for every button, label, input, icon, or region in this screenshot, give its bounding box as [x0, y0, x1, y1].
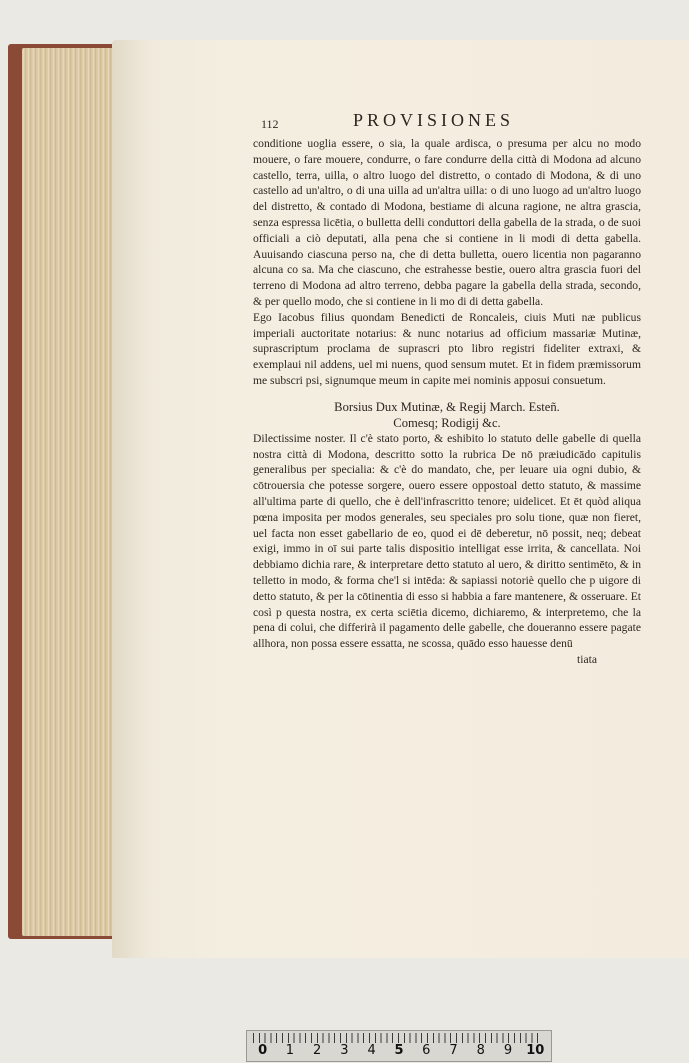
- ruler-label: 6: [422, 1043, 431, 1058]
- running-title: PROVISIONES: [353, 110, 515, 130]
- heading-line-1: Borsius Dux Mutinæ, & Regij March. Esteñ.: [334, 399, 560, 414]
- paragraph-notary: Ego Iacobus filius quondam Benedicti de Roncaleis, ciuis Muti næ publicus imperiali auctoritate notarius: & nunc notarius ad officium massariæ Mutinæ, suprascriptum proclama de suprascri pto libro registri fideliter extraxi, & exemplaui nil addens, uel mi nuens, quod sensum mutet. Et in fidem præmissorum me subscri psi, signumque meum in capite mei nominis apposui consuetum.: [253, 310, 641, 387]
- ruler-labels: [249, 1043, 549, 1059]
- ruler-label: 3: [340, 1043, 349, 1058]
- paragraph-proclamation: conditione uoglia essere, o sia, la quale ardisca, o presuma per alcu no modo mouere, o fare mouere, condurre, o fare condurre della città di Modona ad alcuno castello, terra, uilla, o altro luogo del distretto, o contado di Modona, & di uno castello ad un'altro, o di una uilla ad un'altra uilla: o di uno luogo ad un'altro luogo del distretto, & contado di Modona, bestiame di alcuna ragione, ne altra grascia, senza espressa licētia, o bulletta delli conduttori della gabella de la strada, o de suoi officiali a ciò deputati, alla pena che si contiene in li modi di detta gabella. Auuisando ciascuna perso na, che di detta bulletta, ouero licentia non pagaranno alcuna co sa. Ma che ciascuno, che estrahesse bestie, ouero altra grascia fuori del terreno di Modona ad altro terreno, debba pagare la gabella della strada, secondo, & per quello modo, che si contiene in li mo di di detta gabella.: [253, 137, 641, 308]
- text-block: [253, 136, 641, 668]
- page-number: 112: [261, 117, 279, 131]
- ruler-label: 10: [526, 1043, 545, 1058]
- page-edges: [22, 48, 122, 936]
- page-header: [261, 110, 631, 132]
- ruler-label: 9: [503, 1043, 513, 1058]
- ruler-label: 7: [449, 1043, 458, 1058]
- ruler-label: 4: [367, 1043, 376, 1058]
- ruler-label: 8: [476, 1043, 485, 1058]
- ruler-label: 2: [313, 1043, 322, 1058]
- scale-ruler: [246, 1030, 552, 1062]
- ruler-label: 5: [394, 1043, 404, 1058]
- paragraph-letter: Dilectissime noster. Il c'è stato porto, & eshibito lo statuto delle gabelle di quella nostra città di Modona, descritto sotto la rubrica De nō præiudicādo capitulis generalibus per specialia: & c'è do mandato, che, per leuare uia ogni dubio, & cōtrouersia che potesse sorgere, ouero essere oppostoal detto statuto, & massime all'ultima parte di quello, che è dell'infrascritto tenore; uidelicet. Et ēt quòd aliqua pœna imposita per modos generales, seu speciales pro solu tione, quæ non fieret, uel facta non esset gabellario de eo, quod ei dē deberetur, nō possit, neq; debeat exigi, immo in oī sui parte talis dispositio intelligat esse irrita, & cancellata. Noi debbiamo dichia rare, & interpretare detto statuto al uero, & diritto sentimēto, & in telletto in modo, & forma che'l si intēda: & sapiassi notoriè quello che p uigore di detto statuto, & per la cōtinentia di esso si habbia a fare mantenere, & osseruare. Et così p questa nostra, ex certa sciētia dicemo, dichiaremo, & interpretemo, che la pena di colui, che differirà il pagamento delle gabelle, che doueranno essere pagate allhora, non possa essere essatta, ne scossa, quādo esso hauesse denū: [253, 431, 641, 651]
- ruler-label: 1: [285, 1043, 295, 1058]
- catchword: tiata: [577, 652, 597, 666]
- ruler-label: 0: [258, 1043, 268, 1058]
- ruler-ticks: [253, 1033, 543, 1043]
- heading-line-2: Comesq; Rodigij &c.: [393, 415, 501, 430]
- spacer: [253, 389, 641, 399]
